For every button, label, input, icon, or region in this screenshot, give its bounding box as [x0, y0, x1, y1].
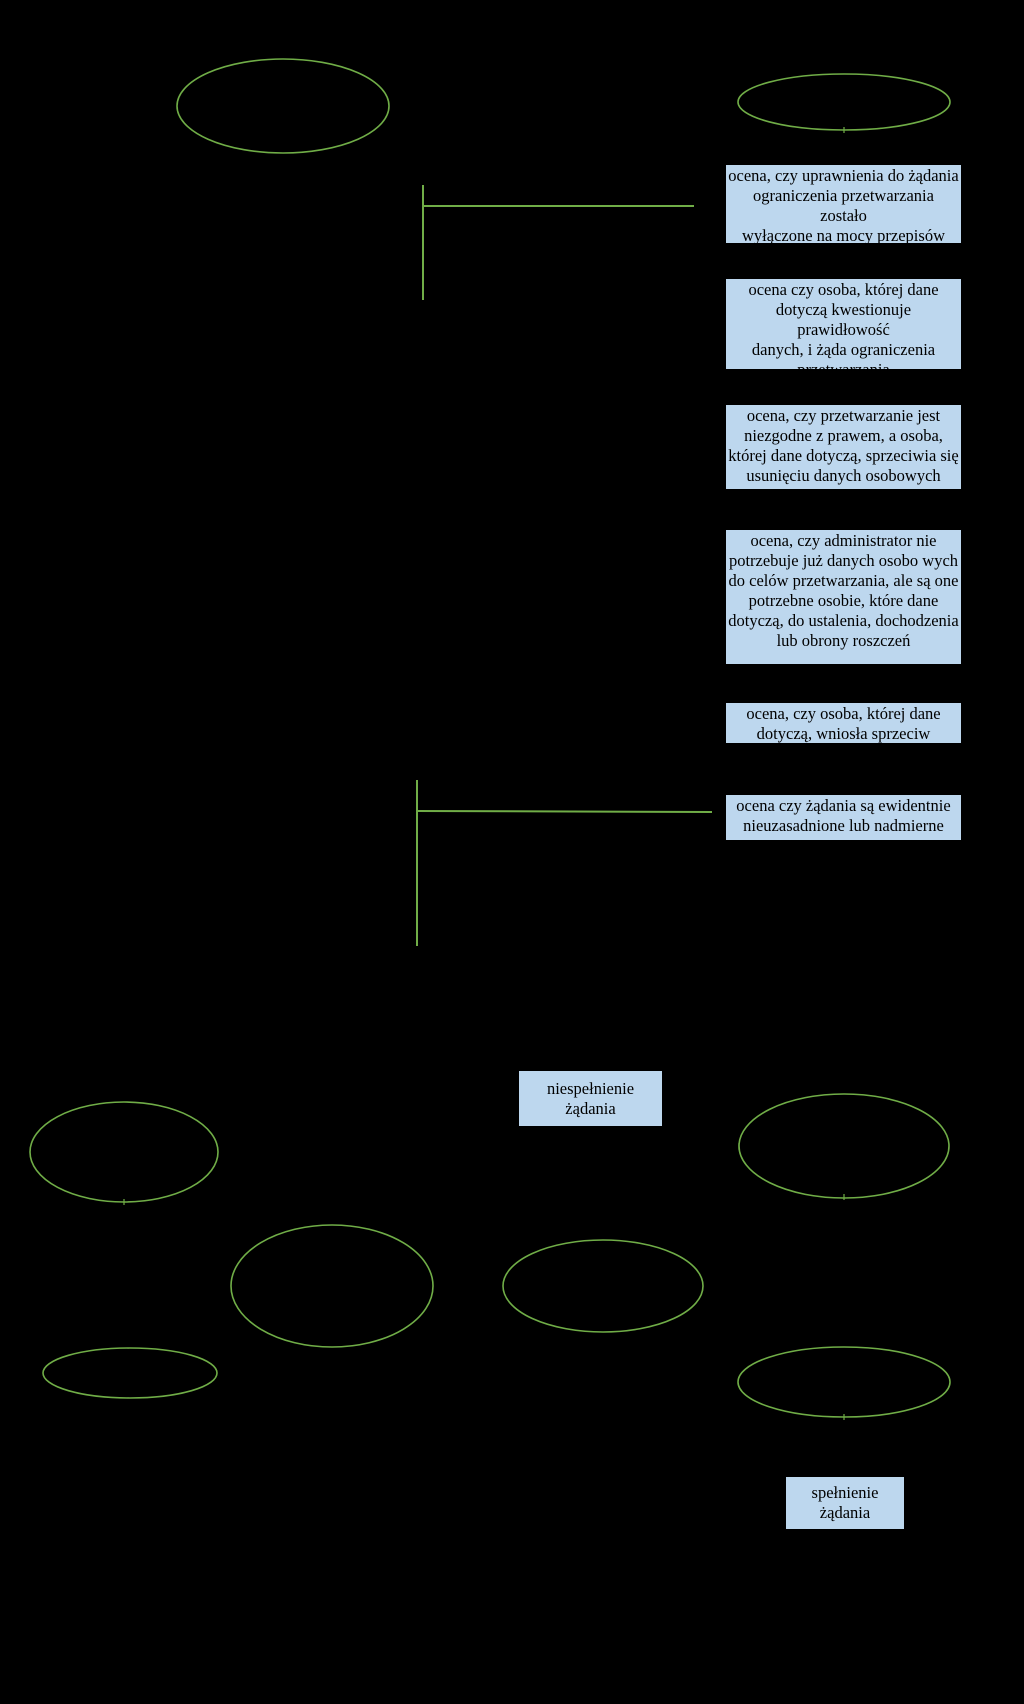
lower-bracket-horizontal [417, 811, 712, 812]
restriction-excluded-box [726, 165, 961, 265]
controller-no-longer-needs-text: ocena, czy administrator nie potrzebuje już danych osobo wych do celów przetwarzania, ale są one potrzebne osobie, które dane dotyczą, do ustalenia, dochodzenia lub obrony roszczeń [728, 531, 959, 650]
restriction-excluded-text: ocena, czy uprawnienia do żądania ograniczenia przetwarzania zostało wyłączone na mocy przepisów szczególnych [728, 166, 959, 265]
unlawful-processing-text: ocena, czy przetwarzanie jest niezgodne z prawem, a osoba, której dane dotyczą, sprzeciwia się usunięciu danych osobowych [728, 406, 959, 485]
request-fulfilled-box [786, 1477, 904, 1529]
manifestly-unfounded-text: ocena czy żądania są ewidentnie nieuzasadnione lub nadmierne [736, 796, 951, 835]
accuracy-contested-box [726, 279, 961, 379]
objection-raised-box [726, 703, 961, 743]
manifestly-unfounded-box [726, 795, 961, 840]
accuracy-contested-text: ocena czy osoba, której dane dotyczą kwestionuje prawidłowość danych, i żąda ograniczenia przetwarzania [748, 280, 939, 379]
unlawful-processing-box [726, 405, 961, 489]
request-not-fulfilled-box [519, 1071, 662, 1126]
controller-no-longer-needs-box [726, 530, 961, 664]
objection-raised-text: ocena, czy osoba, której dane dotyczą, wniosła sprzeciw [746, 704, 941, 743]
request-fulfilled-text: spełnienie żądania [811, 1483, 879, 1522]
request-not-fulfilled-text: niespełnienie żądania [546, 1078, 635, 1118]
